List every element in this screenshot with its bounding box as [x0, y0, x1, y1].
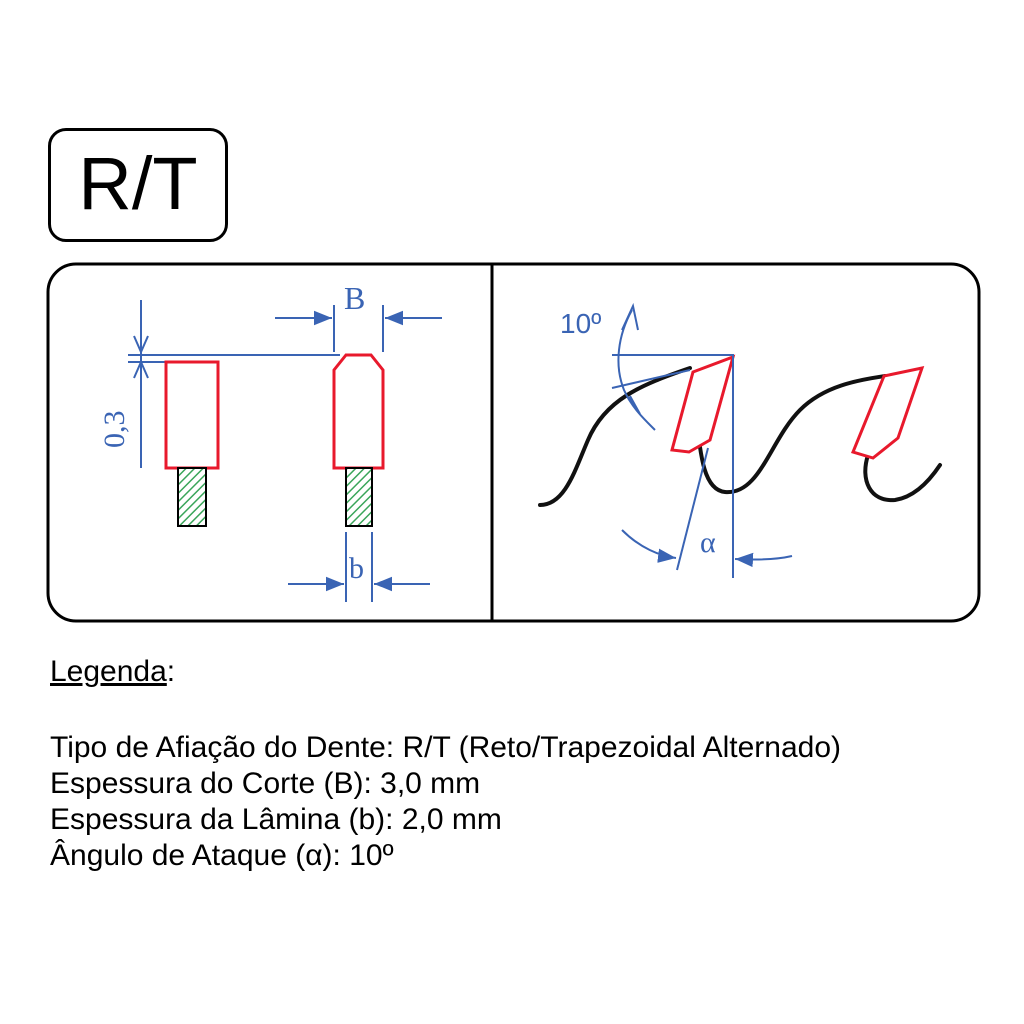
legend-line-attack-angle: Ângulo de Ataque (α): 10º — [50, 839, 394, 872]
straight-tooth-body — [178, 468, 206, 526]
right-panel — [540, 306, 940, 578]
label-b: b — [349, 552, 364, 585]
trapezoidal-tooth-body — [346, 468, 372, 526]
left-panel — [98, 280, 442, 602]
height-label: 0,3 — [98, 410, 131, 448]
alpha-arc — [622, 530, 676, 558]
legend-heading-text: Legenda — [50, 655, 167, 688]
label-alpha: α — [700, 526, 716, 559]
page-title: R/T — [78, 142, 198, 225]
straight-tooth-tip — [166, 362, 218, 468]
legend-heading — [50, 654, 1010, 690]
label-top-angle: 10º — [560, 308, 602, 339]
alpha-arc-right — [735, 556, 792, 560]
top-angle-line — [612, 370, 690, 388]
trapezoidal-tooth-tip — [334, 355, 383, 468]
legend-heading-colon: : — [166, 655, 176, 688]
legend-line-blade-thickness: Espessura da Lâmina (b): 2,0 mm — [50, 803, 502, 836]
legend-line-tooth-type: Tipo de Afiação do Dente: R/T (Reto/Trapezoidal Alternado) — [50, 731, 842, 764]
legend — [50, 654, 1010, 874]
label-B: B — [344, 280, 366, 316]
legend-line-cut-thickness: Espessura do Corte (B): 3,0 mm — [50, 767, 481, 800]
top-angle-arrowhead — [622, 306, 638, 330]
top-angle-arrowhead-2 — [628, 396, 640, 414]
